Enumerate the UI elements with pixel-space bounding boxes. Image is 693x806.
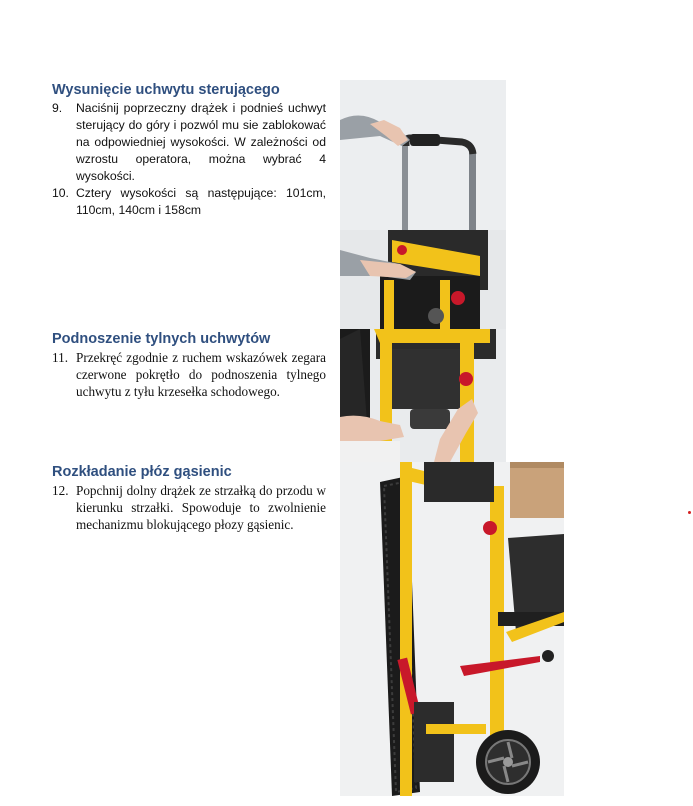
photo-track-unfolding: [340, 462, 564, 796]
list-item: [52, 100, 326, 185]
section-track-unfolding: [52, 464, 326, 533]
section-heading: Wysunięcie uchwytu sterującego: [52, 82, 280, 98]
section-heading: Rozkładanie płóz gąsienic: [52, 464, 232, 480]
list-item: [52, 482, 326, 533]
item-number: 11.: [52, 350, 68, 365]
item-text: Popchnij dolny drążek ze strzałką do przodu w kierunku strzałki. Spowoduje to zwolnienie mechanizmu blokującego płozy gąsienic.: [76, 483, 326, 532]
photo-handle-extension: [340, 80, 506, 329]
item-text: Naciśnij poprzeczny drążek i podnieś uchwyt sterujący do góry i pozwól mu sie zablokować na odpowiedniej wysokości. W zależności od wzrostu operatora, można wybrać 4 wysokości.: [76, 101, 326, 183]
item-number: 10.: [52, 186, 69, 200]
stray-mark: [688, 511, 691, 514]
list-item: [52, 349, 326, 400]
item-text: Cztery wysokości są następujące: 101cm, 110cm, 140cm i 158cm: [76, 186, 326, 217]
section-heading: Podnoszenie tylnych uchwytów: [52, 331, 271, 347]
section-handle-extension: [52, 82, 326, 219]
item-number: 12.: [52, 483, 69, 498]
photo-rear-handles: [340, 329, 506, 462]
item-text: Przekręć zgodnie z ruchem wskazówek zegara czerwone pokrętło do podnoszenia tylnego uchwytu z tyłu krzesełka schodowego.: [76, 350, 326, 399]
list-item: [52, 185, 326, 219]
section-rear-handles: [52, 331, 326, 400]
item-number: 9.: [52, 101, 63, 115]
